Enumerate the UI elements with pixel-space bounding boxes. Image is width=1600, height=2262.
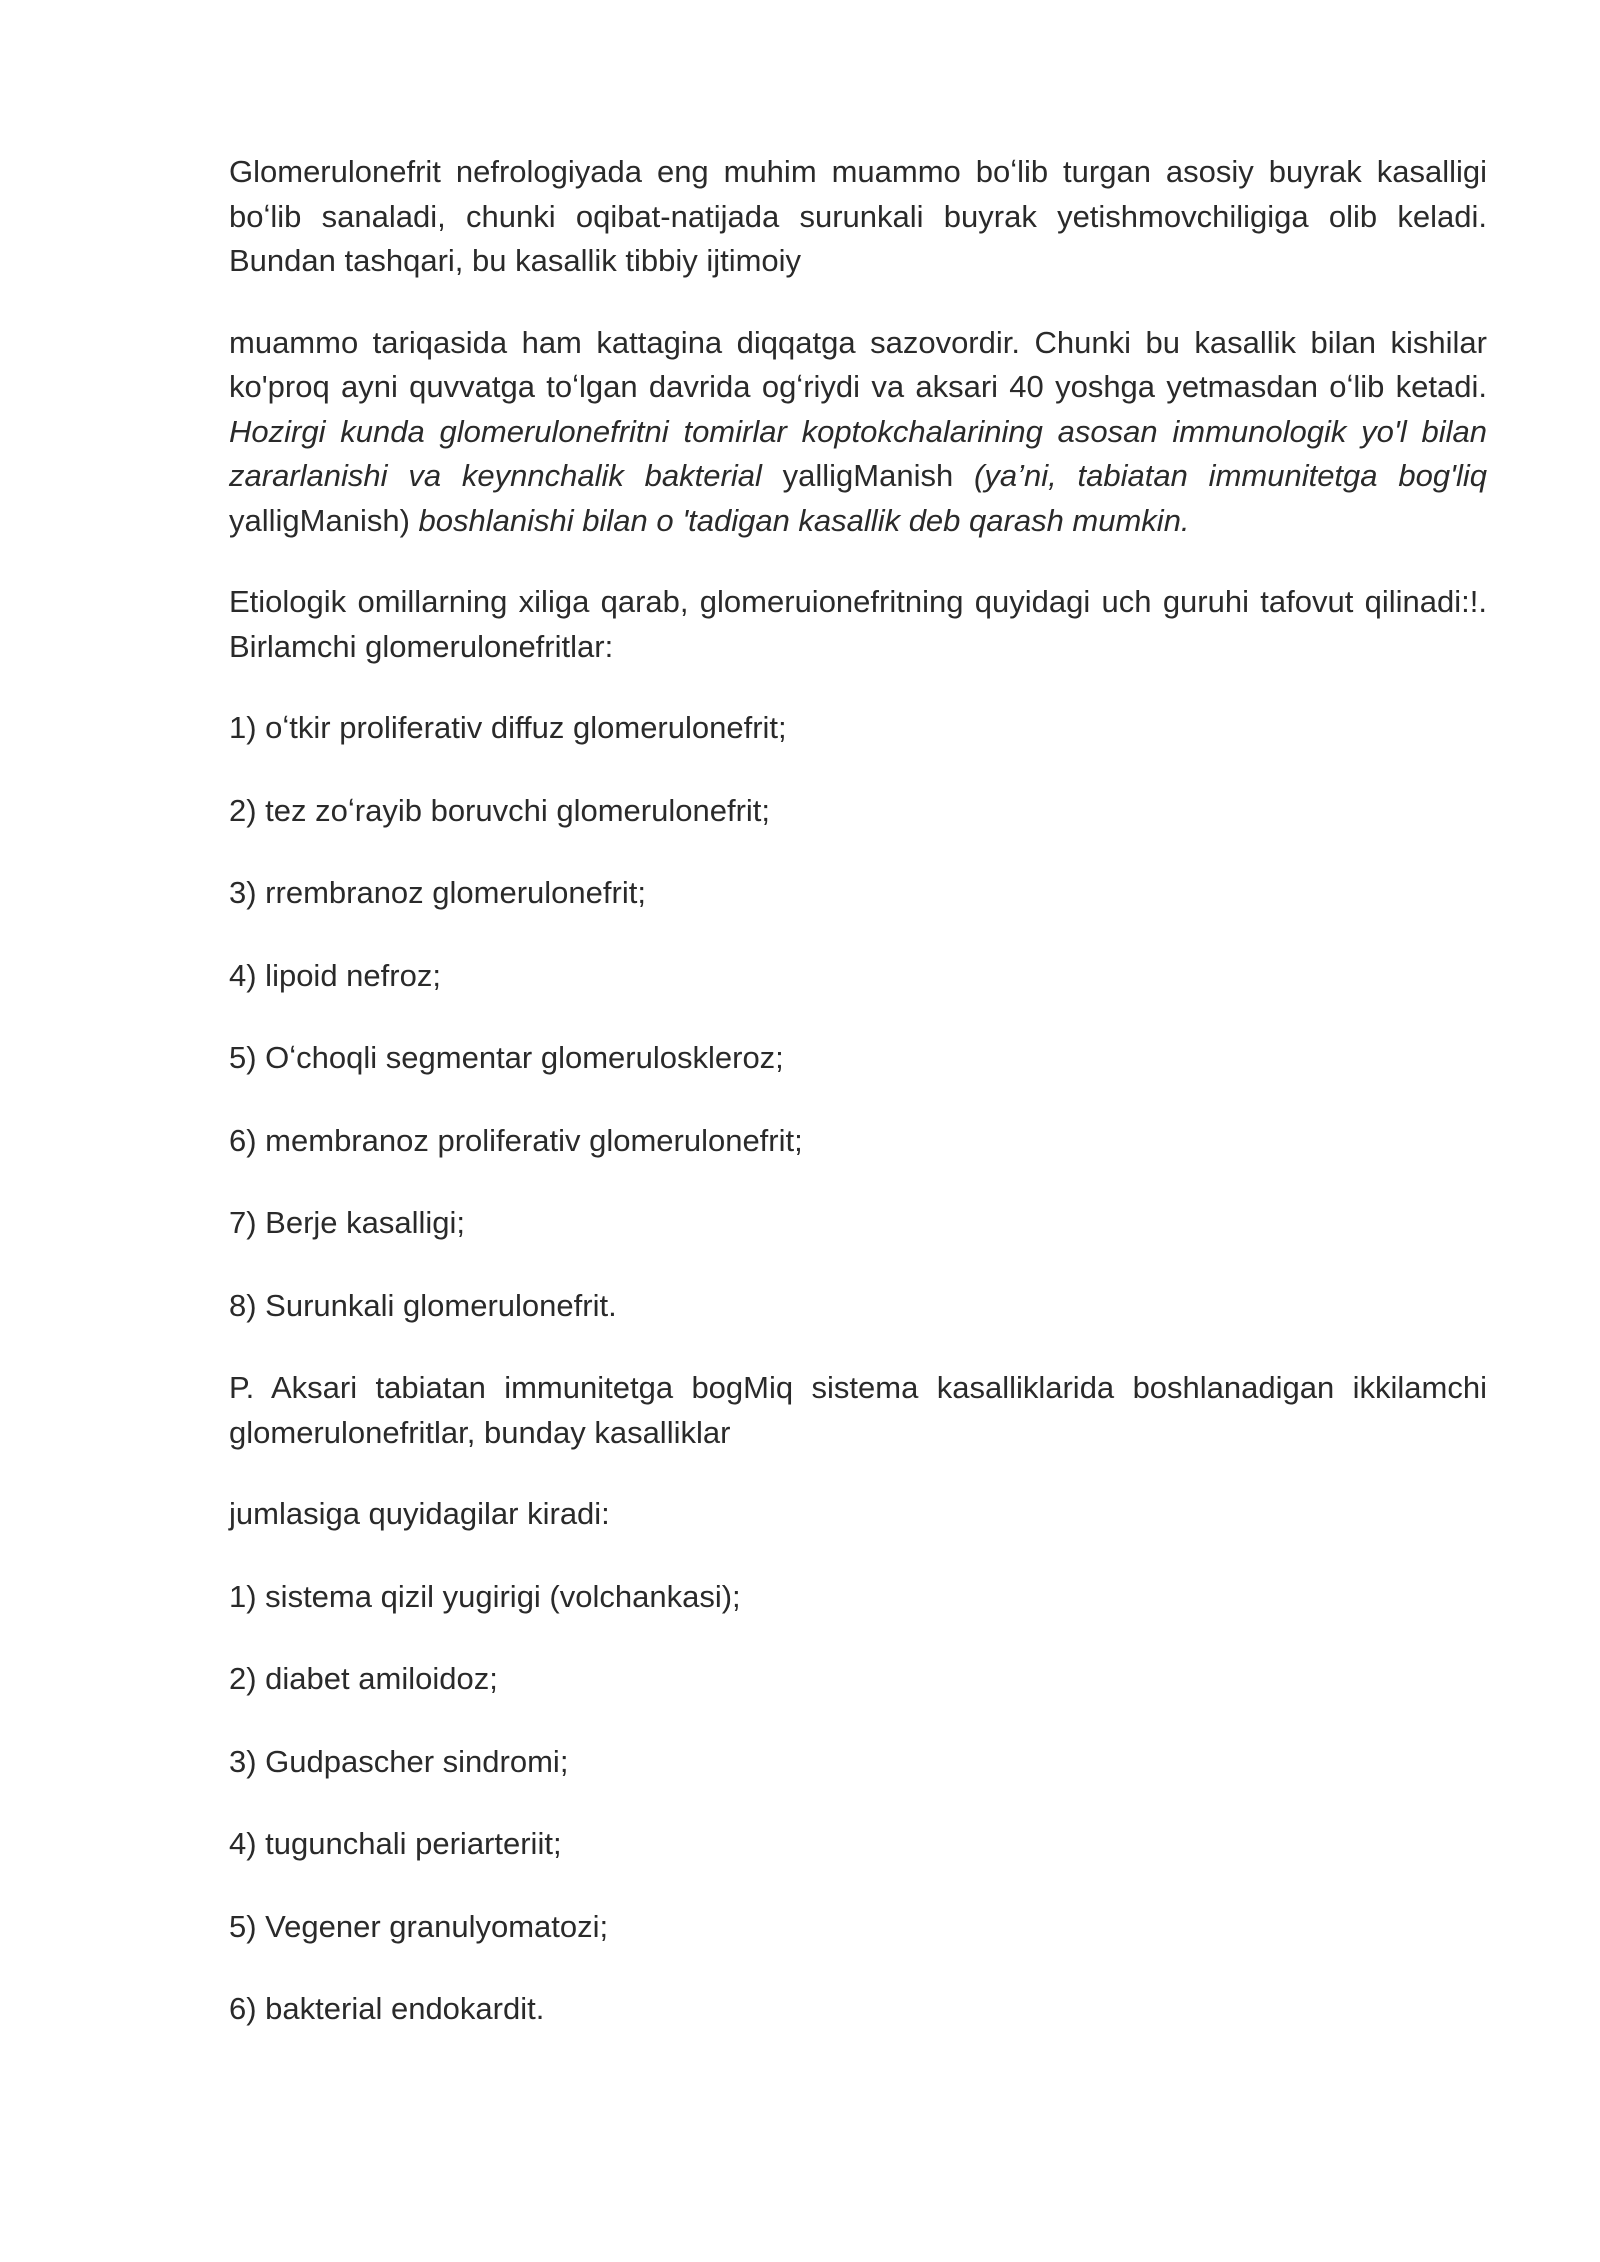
list-item: 4) lipoid nefroz; — [229, 957, 441, 993]
list-item: 6) membranoz proliferativ glomerulonefrit; — [229, 1122, 803, 1158]
description-paragraph — [229, 321, 1487, 544]
description-italic-text: (ya’ni, tabiatan immunitetga bog'liq — [974, 458, 1487, 493]
etiology-paragraph: Etiologik omillarning xiliga qarab, glomeruionefritning quyidagi uch guruhi tafovut qilinadi:!. Birlamchi glomerulonefritlar: — [229, 584, 1487, 664]
primary-glomerulonephritis-list — [229, 706, 1487, 1328]
list-item: 1) oʻtkir proliferativ diffuz glomerulonefrit; — [229, 710, 787, 745]
description-italic-text: boshlanishi bilan o 'tadigan kasallik deb qarash mumkin. — [418, 502, 1190, 538]
list-item: 2) tez zoʻrayib boruvchi glomerulonefrit; — [229, 792, 771, 828]
description-italic-text: Hozirgi kunda glomerulonefritni tomirlar koptokchalarining asosan immunologik yo'l bilan zararlanishi va keynnchalik bakterial — [229, 413, 1487, 493]
list-item: 3) rrembranoz glomerulonefrit; — [229, 875, 646, 910]
secondary-glomerulonephritis-list — [229, 1575, 1487, 2032]
list-item: 6) bakterial endokardit. — [229, 1991, 545, 2026]
description-text: muammo tariqasida ham kattagina diqqatga sazovordir. Chunki bu kasallik bilan kishilar ko'proq ayni quvvatga toʻlgan davrida ogʻriydi va aksari 40 yoshga yetmasdan oʻlib ketadi. — [229, 324, 1487, 404]
description-text: yalligManish — [761, 458, 975, 493]
list-item: 2) diabet amiloidoz; — [229, 1661, 498, 1696]
intro-paragraph: Glomerulonefrit nefrologiyada eng muhim muammo boʻlib turgan asosiy buyrak kasalligi boʻlib sanaladi, chunki oqibat-natijada surunkali buyrak yetishmovchiligiga olib keladi. Bundan tashqari, bu kasallik tibbiy ijtimoiy — [229, 154, 1487, 278]
list-item: 4) tugunchali periarteriit; — [229, 1826, 562, 1861]
list-item: 5) Vegener granulyomatozi; — [229, 1908, 609, 1944]
list-item: 8) Surunkali glomerulonefrit. — [229, 1287, 617, 1323]
secondary-intro-paragraph: P. Aksari tabiatan immunitetga bogMiq sistema kasalliklarida boshlanadigan ikkilamchi glomerulonefritlar, bunday kasalliklar — [229, 1370, 1487, 1450]
document-page — [229, 150, 1487, 2070]
list-item: 7) Berje kasalligi; — [229, 1205, 466, 1240]
secondary-lead-paragraph: jumlasiga quyidagilar kiradi: — [229, 1496, 610, 1531]
list-item: 3) Gudpascher sindromi; — [229, 1743, 569, 1779]
list-item: 5) Oʻchoqli segmentar glomeruloskleroz; — [229, 1040, 784, 1075]
list-item: 1) sistema qizil yugirigi (volchankasi); — [229, 1578, 741, 1614]
description-text: yalligManish) — [229, 502, 419, 538]
